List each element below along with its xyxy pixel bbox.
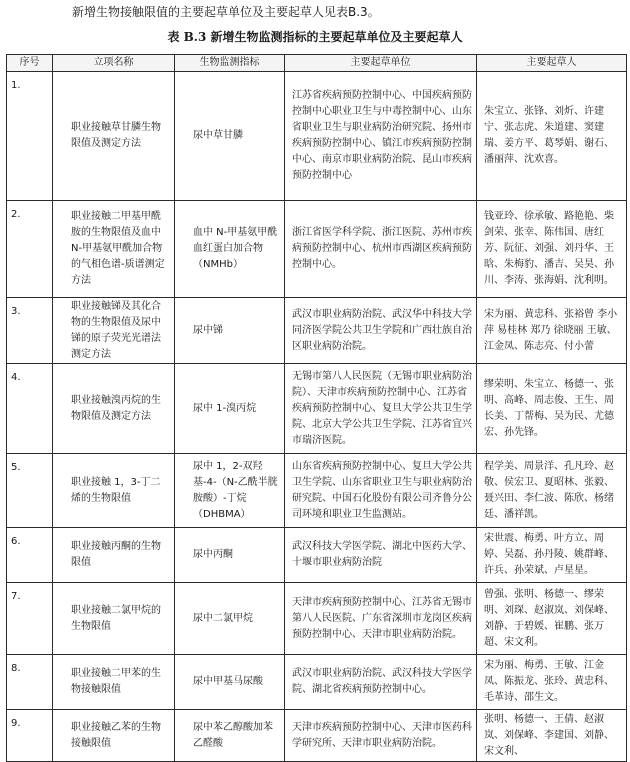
row-drafters: 程学美、周景洋、孔凡玲、赵敬、侯宏卫、夏昭林、张毅、聂兴田、李仁波、陈欣、杨绪廷、潘祥凯。 — [477, 454, 627, 528]
row-drafting-units: 武汉科技大学医学院、湖北中医药大学、十堰市职业病防治院 — [285, 528, 477, 583]
row-drafters: 宋世震、梅勇、叶方立、周婷、吴磊、孙丹陵、姚群峰、许兵、孙荣斌、卢星星。 — [477, 528, 627, 583]
table-caption: 表 B.3 新增生物监测指标的主要起草单位及主要起草人 — [167, 30, 463, 44]
header-indicator: 生物监测指标 — [175, 55, 285, 72]
table-row — [7, 655, 627, 710]
table-row — [7, 364, 627, 454]
row-project-name: 职业接触溴丙烷的生物限值及测定方法 — [53, 364, 175, 454]
header-num: 序号 — [7, 55, 53, 72]
row-num: 9. — [7, 710, 53, 762]
row-num: 5. — [7, 454, 53, 528]
row-drafting-units: 无锡市第八人民医院（无锡市职业病防治院）、天津市疾病预防控制中心、江苏省疾病预防控制中心、复旦大学公共卫生学院、北京大学公共卫生学院、江苏省宜兴市瑞济医院。 — [285, 364, 477, 454]
row-num: 6. — [7, 528, 53, 583]
table-row — [7, 583, 627, 655]
row-project-name: 职业接触二甲苯的生物接触限值 — [53, 655, 175, 710]
row-drafting-units: 山东省疾病预防控制中心、复旦大学公共卫生学院、山东省职业卫生与职业病防治研究院、中国石化股份有限公司齐鲁分公司环境和职业卫生监测站。 — [285, 454, 477, 528]
row-drafters: 张明、杨德一、王倩、赵淑岚、刘保峰、李建国、刘静、宋文利、 — [477, 710, 627, 762]
row-indicator: 尿中 1-溴丙烷 — [175, 364, 285, 454]
header-units: 主要起草单位 — [285, 55, 477, 72]
row-num: 8. — [7, 655, 53, 710]
header-name: 立项名称 — [53, 55, 175, 72]
intro-paragraph: 新增生物接触限值的主要起草单位及主要起草人见表B.3。 — [72, 5, 380, 19]
row-indicator: 尿中丙酮 — [175, 528, 285, 583]
row-indicator: 尿中二氯甲烷 — [175, 583, 285, 655]
row-drafting-units: 武汉市职业病防治院、武汉华中科技大学同济医学院公共卫生学院和广西壮族自治区职业病防治院。 — [285, 298, 477, 364]
row-drafters: 宋为丽、梅勇、王敏、江金凤、陈振龙、张玲、黄忠科、毛革诗、邵生文。 — [477, 655, 627, 710]
table-row — [7, 72, 627, 201]
row-project-name: 职业接触二氯甲烷的生物限值 — [53, 583, 175, 655]
row-project-name: 职业接触草甘膦生物限值及测定方法 — [53, 72, 175, 201]
row-drafters: 缪荣明、朱宝立、杨德一、张明、高峰、周志俊、王生、周长美、丁帮梅、吴为民、尤德宏、孙先锋。 — [477, 364, 627, 454]
row-indicator: 尿中草甘膦 — [175, 72, 285, 201]
row-project-name: 职业接触乙苯的生物接触限值 — [53, 710, 175, 762]
header-people: 主要起草人 — [477, 55, 627, 72]
table-row — [7, 528, 627, 583]
row-drafters: 朱宝立、张锋、刘炘、许建宁、张志虎、朱道建、窦建瑞、姜方平、葛琴娟、谢石、潘丽萍、沈欢喜。 — [477, 72, 627, 201]
row-indicator: 尿中甲基马尿酸 — [175, 655, 285, 710]
row-project-name: 职业接触二甲基甲酰胺的生物限值及血中 N-甲基氨甲酰加合物的气相色谱-质谱测定方法 — [53, 201, 175, 298]
row-num: 4. — [7, 364, 53, 454]
row-indicator: 尿中 1，2-双羟基-4-（N-乙酰半胱胺酸）-丁烷（DHBMA） — [175, 454, 285, 528]
table-row — [7, 298, 627, 364]
row-drafting-units: 天津市疾病预防控制中心、天津市医药科学研究所、天津市职业病防治院。 — [285, 710, 477, 762]
row-drafting-units: 江苏省疾病预防控制中心、中国疾病预防控制中心职业卫生与中毒控制中心、山东省职业卫生与职业病防治研究院、扬州市疾病预防控制中心、镇江市疾病预防控制中心、南京市职业病防治院、昆山市疾病预防控制中心 — [285, 72, 477, 201]
row-drafters: 曾强、张明、杨德一、缪荣明、刘琛、赵淑岚、刘保峰、刘静、于碧媛、崔鹏、张万超、宋文利。 — [477, 583, 627, 655]
table-row — [7, 201, 627, 298]
drafting-units-table — [6, 54, 627, 762]
row-num: 1. — [7, 72, 53, 201]
row-project-name: 职业接触 1，3-丁二烯的生物限值 — [53, 454, 175, 528]
row-drafting-units: 浙江省医学科学院、浙江医院、苏州市疾病预防控制中心、杭州市西湖区疾病预防控制中心。 — [285, 201, 477, 298]
row-drafting-units: 天津市疾病预防控制中心、江苏省无锡市第八人民医院、广东省深圳市龙岗区疾病预防控制中心、天津市职业病防治院。 — [285, 583, 477, 655]
row-num: 3. — [7, 298, 53, 364]
row-num: 7. — [7, 583, 53, 655]
row-drafters: 钱亚玲、徐承敏、路艳艳、柴剑荣、张幸、陈伟国、唐红芳、阮征、刘强、刘丹华、王晗、朱梅豹、潘吉、吴昊、孙川、李涛、张海娟、沈利明。 — [477, 201, 627, 298]
table-row — [7, 454, 627, 528]
row-drafting-units: 武汉市职业病防治院、武汉科技大学医学院、湖北省疾病预防控制中心。 — [285, 655, 477, 710]
row-project-name: 职业接触锑及其化合物的生物限值及尿中锑的原子荧光光谱法测定方法 — [53, 298, 175, 364]
row-indicator: 尿中苯乙醇酸加苯乙醛酸 — [175, 710, 285, 762]
row-num: 2. — [7, 201, 53, 298]
row-indicator: 尿中锑 — [175, 298, 285, 364]
table-header-row — [7, 55, 627, 72]
row-drafters: 宋为丽、黄忠科、张裕曾 李小萍 易桂林 郑乃 徐晓丽 王敏、江金凤、陈志亮、付小蕾 — [477, 298, 627, 364]
row-project-name: 职业接触丙酮的生物限值 — [53, 528, 175, 583]
row-indicator: 血中 N-甲基氨甲酰血红蛋白加合物（NMHb） — [175, 201, 285, 298]
